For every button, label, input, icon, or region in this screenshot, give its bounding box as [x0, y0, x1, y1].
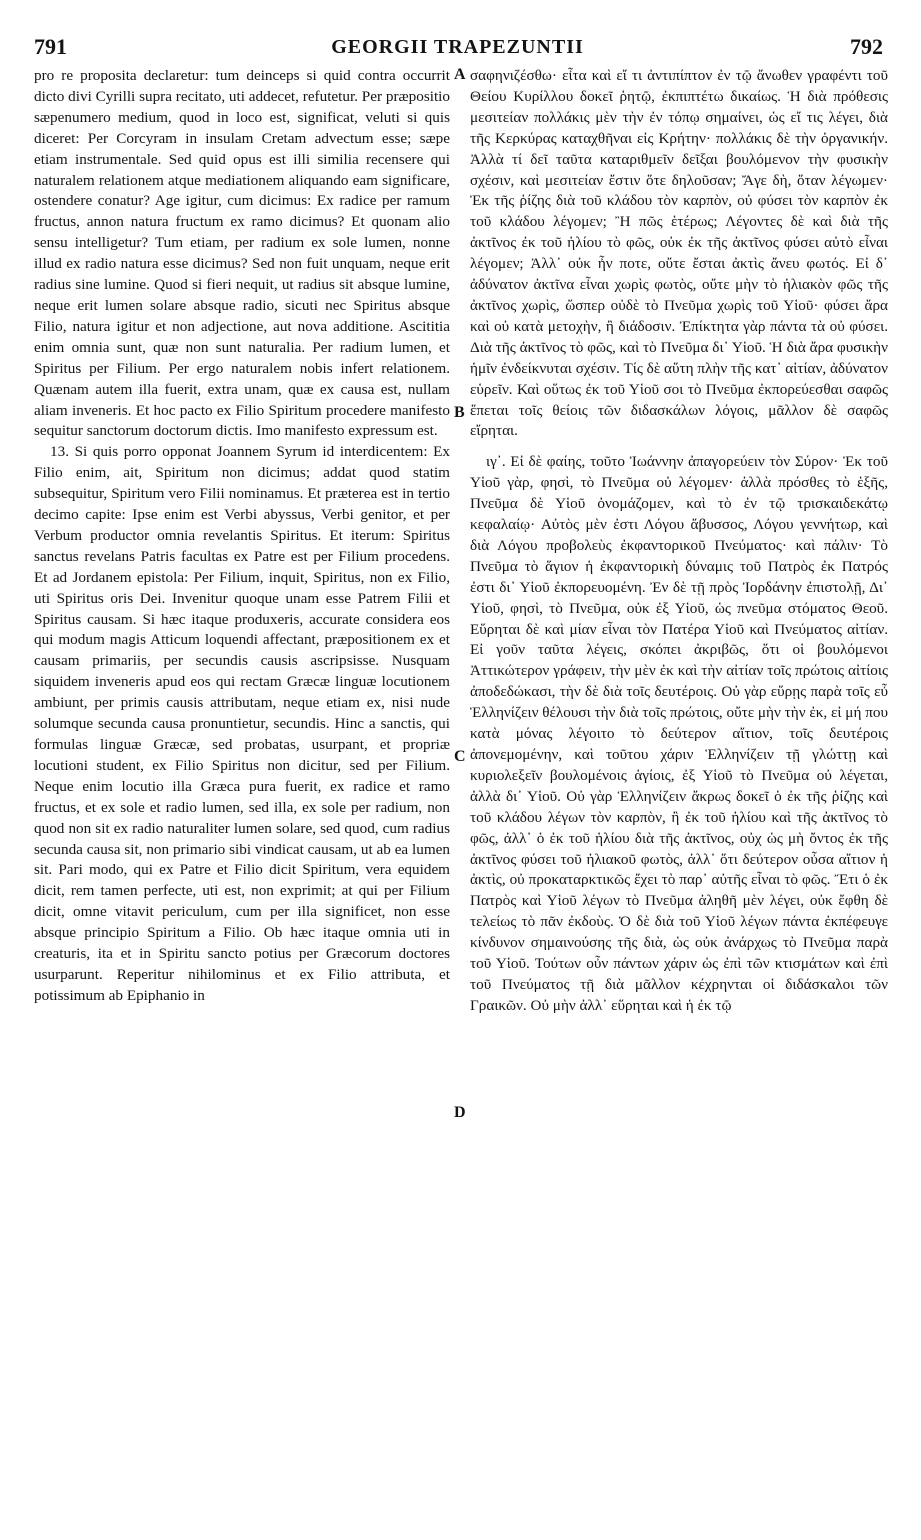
margin-letter-d: D	[454, 1104, 466, 1121]
latin-paragraph-2: 13. Si quis porro opponat Joannem Syrum id interdicentem: Ex Filio enim, ait, Spiritum non dicimus; addat quod statim subsequitur, Spiritum vero Filii nominamus. Et præterea est in tertio decimo capite: Ipse enim est Verbi abyssus, Verbi genitor, et per Verbum productor omnia revelantis Spiritus. Et iterum: Spiritus sanctus revelans Patris facultas ex Patre est per Filium procedens. Et ad Jordanem epistola: Per Filium, inquit, Spiritus, non ex Filio, uti Spiritus oris Dei. Invenitur quoque unam esse Patrem Filii et Spiritus causam. Si hæc itaque produxeris, accurate considera eos qui modum magis Atticum loquendi affectant, præpositionem ex et causam primariis, per secundis causis ascripsisse. Nusquam siquidem inveneris apud eos qui rectam Græcæ linguæ locutionem ambiunt, per primis causis attributam, neque etiam ex, nisi nude solumque secunda causa pronuntietur, secundis. Hinc a sanctis, qui formulas linguæ Græcæ, sed probatas, usurpant, et propriæ locutioni student, ex Filio Spiritus non dicitur, sed per Filium. Neque enim locutio illa Græca pura fuerit, ex radice et ramo fructus, et ex sole et radio lumen, sed illa, ex sole per radium, non quod non sit ex radio naturaliter lumen solare, sed quod, cum radius secunda causa sit, non primario sibi vindicat causam, ut ab ea lumen sit. Pari modo, qui ex Patre et Filio dicit Spiritum, vera equidem dicit, rem tamen perfecte, uti est, non exprimit; at qui per Filium dicit, omne vitavit periculum, cum per illa significet, non esse absque principio Spiritum a Filio. Ob hæc itaque omnia uti in creaturis, ita et in Spiritu sancto potius per Græcorum doctores usurparunt. Reperitur nihilominus et ex Filio attributa, et potissimum ab Epiphanio in	[34, 443, 450, 1004]
margin-letter-a: A	[454, 66, 466, 83]
latin-column	[34, 66, 450, 1526]
margin-letter-b: B	[454, 404, 465, 421]
latin-paragraph-1: pro re proposita declaretur: tum deinceps si quid contra occurrit dicto divi Cyrilli supra recitato, uti addecet, refutetur. Per præpositio sæpenumero medium, quod in loco est, significat, veluti si quis diceret: Per Corcyram in insulam Cretam advectum esse; sæpe etiam instrumentale. Sed quid opus est illi similia recensere qui naturalem relationem atque mediationem aliquando eam significare, ostendere conatur? Age igitur, cum dicimus: Ex radice per ramum fructus, annon natura fructum ex ramo dicimus? Et quonam alio sensu intelligetur? Tum etiam, per radium ex sole lumen, nonne illud ex radio natura esse dicimus? Sed non fuit unquam, neque erit radius sine lumine. Quod si fieri nequit, ut radius sit absque lumine, neque erit lumen solare absque radio, sicuti nec Spiritus absque Filio, natura igitur et non adjectione, aut nova additione. Ascititia enim omnia sunt, quæ non sunt naturalia. Per radium lumen, et Spiritus per Filium. Per ergo naturalem nobis infert relationem. Quænam autem illa fuerit, extra unam, quæ ex causa est, nullam aliam inveneris. Et hoc pacto ex Filio Spiritum procedere manifesto sequitur sanctorum doctorum dictis. Imo manifesto expressum est.	[34, 67, 450, 440]
greek-column	[470, 66, 888, 1526]
page-header	[30, 30, 885, 64]
page-number-left: 791	[34, 34, 67, 59]
margin-letter-c: C	[454, 748, 466, 765]
greek-paragraph-1: σαφηνιζέσθω· εἶτα καὶ εἴ τι ἀντιπίπτον ἐν τῷ ἄνωθεν γραφέντι τοῦ Θείου Κυρίλλου δοκεῖ ῥητῷ, ἐκπιπτέτω δικαίως. Ἡ διὰ πρόθεσις μεσιτείαν πολλάκις μὲν τὴν ἐν τόπῳ σημαίνει, ὡς εἴ τις λέγει, διὰ τῆς Κερκύρας καταχθῆναι εἰς Κρήτην· πολλάκις δὲ τὴν ὀργανικήν. Ἀλλὰ τί δεῖ ταῦτα καταριθμεῖν δεῖξαι βουλόμενον τὴν φυσικὴν σχέσιν, καὶ μεσιτείαν ἔστιν ὅτε δηλοῦσαν; Ἄγε δὴ, ὅταν λέγωμεν· Ἐκ τῆς ῥίζης διὰ τοῦ κλάδου τὸν καρπὸν, οὐ φύσει τὸν καρπὸν ἐκ τοῦ κλάδου λέγομεν; Ἢ πῶς ἑτέρως; Λέγοντες δὲ καὶ διὰ τῆς ἀκτῖνος ἐκ τοῦ ἡλίου τὸ φῶς, οὐκ ἐκ τῆς ἀκτῖνος φύσει αὐτὸ εἶναι λέγομεν; Ἀλλ᾽ οὐκ ἦν ποτε, οὔτε ἔσται ἀκτὶς ἄνευ φωτός. Εἰ δ᾽ ἀδύνατον ἀκτῖνα εἶναι χωρὶς φωτὸς, οὔτε μὴν τὸ ἡλιακὸν φῶς τῆς ἀκτῖνος χωρὶς, ὥσπερ οὐδὲ τὸ Πνεῦμα χωρὶς τοῦ Υἱοῦ· φύσει ἄρα καὶ οὐ κατὰ μετοχὴν, ἢ διάδοσιν. Ἐπίκτητα γὰρ πάντα τὰ οὐ φύσει. Διὰ τῆς ἀκτῖνος τὸ φῶς, καὶ τὸ Πνεῦμα δι᾽ Υἱοῦ. Ἡ διὰ ἄρα φυσικὴν ἡμῖν ἐνδείκνυται σχέσιν. Τίς δὲ αὕτη πλὴν τῆς κατ᾽ αἰτίαν, ἀδύνατον εὑρεῖν. Καὶ οὕτως ἐκ τοῦ Υἱοῦ σοι τὸ Πνεῦμα ἐκπορεύεσθαι σαφῶς ἕπεται τοῖς θείοις τῶν διδασκάλων λόγοις, μᾶλλον δὲ σαφῶς εἴρηται.	[470, 67, 888, 440]
running-title: GEORGII TRAPEZUNTII	[331, 36, 584, 58]
page-number-right: 792	[850, 34, 883, 59]
greek-paragraph-2: ιγ᾽. Εἰ δὲ φαίης, τοῦτο Ἰωάννην ἀπαγορεύειν τὸν Σύρον· Ἐκ τοῦ Υἱοῦ γὰρ, φησὶ, τὸ Πνεῦμα οὐ λέγομεν· ἀλλὰ πρόσθες τὸ ἑξῆς, Πνεῦμα δὲ Υἱοῦ ὀνομάζομεν, καὶ τὸ ἐν τῷ τρισκαιδεκάτῳ κεφαλαίῳ· Αὐτὸς μὲν ἐστι Λόγου ἄβυσσος, Λόγου γεννήτωρ, καὶ διὰ Λόγου προβολεὺς ἐκφαντορικοῦ Πνεύματος· καὶ πάλιν· Τὸ Πνεῦμα τὸ ἅγιον ἡ ἐκφαντορικὴ δύναμις τοῦ Πατρὸς ἐκ Πατρός ἐστι δι᾽ Υἱοῦ ἐκπορευομένη. Ἐν δὲ τῇ πρὸς Ἰορδάνην ἐπιστολῇ, Δι᾽ Υἱοῦ, φησὶ, τὸ Πνεῦμα, οὐκ ἐξ Υἱοῦ, ὡς πνεῦμα στόματος Θεοῦ. Εὕρηται δὲ καὶ μίαν εἶναι τὸν Πατέρα Υἱοῦ καὶ Πνεύματος αἰτίαν. Εἰ γοῦν ταῦτα λέγεις, σκόπει ἀκριβῶς, ὅτι οἱ βουλόμενοι Ἀττικώτερον γράφειν, τὴν μὲν ἐκ καὶ τὴν αἰτίαν τοῖς πρώτοις αἰτίοις ἀποδεδώκασι, τὴν δὲ διὰ τοῖς δευτέροις. Οὐ γὰρ εὕρῃς παρὰ τοῖς εὖ Ἑλληνίζειν θέλουσι τὴν διὰ τοῖς πρώτοις, οὔτε μὴν τὴν ἐκ, εἰ μή που κατὰ μόνας λέγοιτο τὸ δεύτερον αἴτιον, τοῖς δευτέροις ἀπονεμομένην, καὶ τοῦτου χάριν Ἑλληνίζειν τῇ γλώττῃ καὶ κυριολεξεῖν βουλομένοις ἁγίοις, ἐξ Υἱοῦ τὸ Πνεῦμα οὐ λέγεται, ἀλλὰ δι᾽ Υἱοῦ. Οὐ γὰρ Ἑλληνίζειν ἄκρως δοκεῖ ὁ ἐκ τῆς ῥίζης καὶ τοῦ κλάδου λέγων τὸν καρπὸν, ἢ ἐκ τοῦ ἡλίου καὶ τῆς ἀκτῖνος τὸ φῶς, ἀλλ᾽ ὁ ἐκ τοῦ ἡλίου διὰ τῆς ἀκτῖνος, οὐχ ὡς μὴ ὄντος ἐκ τῆς ἀκτῖνος φύσει τοῦ ἡλιακοῦ φωτὸς, ἀλλ᾽ ὅτι δεύτερον οὖσα αἴτιον ἡ ἀκτὶς, οὐ προκαταρκτικῶς ἔχει τὸ παρ᾽ αὐτῆς εἶναι τὸ φῶς. Ἔτι ὁ ἐκ Πατρὸς καὶ Υἱοῦ λέγων τὸ Πνεῦμα ἀληθῆ μὲν λέγει, οὐκ ἔφθη δὲ τελείως τὸ πᾶν ἐκδοὺς. Ὁ δὲ διὰ τοῦ Υἱοῦ λέγων πάντα ἐκπέφευγε κίνδυνον σημαινούσης τῆς διὰ, ὡς οὐκ ἀνάρχως τὸ Πνεῦμα παρὰ τοῦ Υἱοῦ. Τούτων οὖν πάντων χάριν ὡς ἐπὶ τῶν κτισμάτων καὶ ἐπὶ τοῦ Πνεύματος τῇ διὰ μᾶλλον κέχρηνται οἱ διδάσκαλοι τῶν Γραικῶν. Οὐ μὴν ἀλλ᾽ εὕρηται καὶ ἡ ἐκ τῷ	[470, 453, 888, 1014]
